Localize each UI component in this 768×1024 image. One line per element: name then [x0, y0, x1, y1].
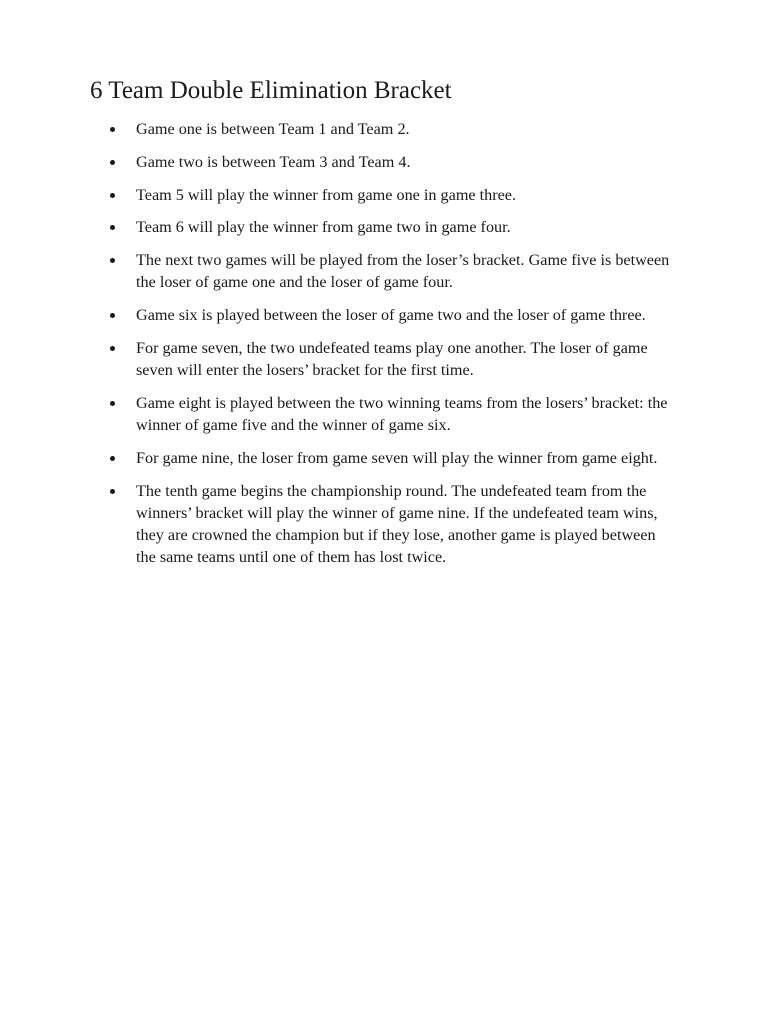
list-item-text: Game two is between Team 3 and Team 4.: [136, 152, 411, 171]
bullet-icon: [110, 193, 115, 198]
list-item: [110, 118, 670, 140]
bullet-icon: [110, 160, 115, 165]
rules-list: [110, 118, 670, 579]
list-item: [110, 151, 670, 173]
list-item: [110, 184, 670, 206]
list-item-text: Game eight is played between the two winning teams from the losers’ bracket: the winner of game five and the winner of game six.: [136, 393, 668, 435]
list-item-text: The tenth game begins the championship round. The undefeated team from the winners’ bracket will play the winner of game nine. If the undefeated team wins, they are crowned the champion but if they lose, another game is played between the same teams until one of them has lost twice.: [136, 481, 658, 567]
bullet-icon: [110, 456, 115, 461]
bullet-icon: [110, 313, 115, 318]
bullet-icon: [110, 258, 115, 263]
list-item: [110, 216, 670, 238]
list-item-text: Game one is between Team 1 and Team 2.: [136, 120, 410, 138]
list-item-text: Team 6 will play the winner from game two in game four.: [136, 218, 511, 237]
list-item-text: For game seven, the two undefeated teams play one another. The loser of game seven will enter the losers’ bracket for the first time.: [136, 338, 648, 380]
bullet-icon: [110, 489, 115, 494]
list-item: [110, 447, 670, 469]
list-item: [110, 249, 670, 293]
page-title: 6 Team Double Elimination Bracket: [90, 77, 452, 104]
bullet-icon: [110, 401, 115, 406]
list-item: [110, 392, 670, 436]
bullet-icon: [110, 225, 115, 230]
list-item-text: The next two games will be played from the loser’s bracket. Game five is between the loser of game one and the loser of game four.: [136, 251, 670, 292]
list-item: [110, 480, 670, 569]
list-item-text: Team 5 will play the winner from game one in game three.: [136, 185, 517, 204]
bullet-icon: [110, 127, 115, 132]
bullet-icon: [110, 346, 115, 351]
list-item-text: For game nine, the loser from game seven will play the winner from game eight.: [136, 448, 658, 467]
list-item: [110, 337, 670, 381]
list-item: [110, 304, 670, 326]
list-item-text: Game six is played between the loser of game two and the loser of game three.: [136, 306, 646, 325]
